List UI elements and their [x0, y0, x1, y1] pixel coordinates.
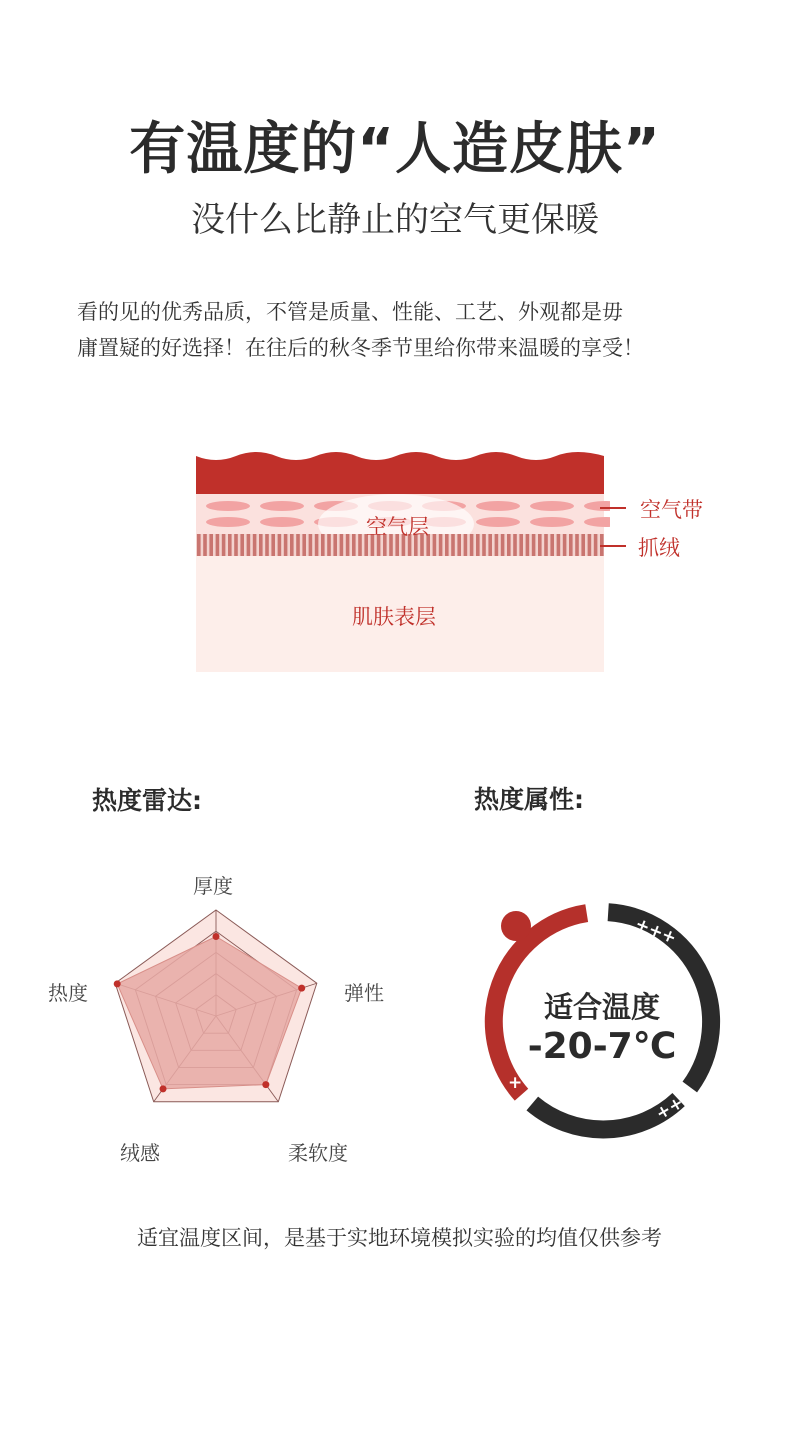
fleece-stripe: [569, 534, 573, 556]
fleece-stripe: [240, 534, 244, 556]
fleece-stripe: [544, 534, 548, 556]
air-band-ellipse: [260, 501, 304, 511]
skin-layer-label: 肌肤表层: [352, 605, 436, 629]
fleece-stripe: [594, 534, 598, 556]
fleece-stripe: [445, 534, 449, 556]
air-band-ellipse: [476, 501, 520, 511]
description-line-1: 看的见的优秀品质，不管是质量、性能、工艺、外观都是毋: [77, 300, 623, 324]
fleece-stripe: [352, 534, 356, 556]
radar-point-0: [213, 933, 220, 940]
fleece-stripe: [253, 534, 257, 556]
fleece-stripe: [433, 534, 437, 556]
radar-axis-elasticity: 弹性: [344, 981, 384, 1005]
fleece-stripe: [482, 534, 486, 556]
radar-axis-warmth: 热度: [48, 981, 88, 1005]
radar-point-3: [160, 1085, 167, 1092]
fleece-stripe: [209, 534, 213, 556]
gauge-plus-marks-bottom: ++: [652, 1092, 688, 1125]
radar-axis-softness: 柔软度: [288, 1141, 348, 1165]
fleece-stripe: [457, 534, 461, 556]
radar-point-1: [298, 985, 305, 992]
fleece-label: 抓绒: [638, 536, 680, 560]
fabric-layer-diagram: [190, 448, 610, 676]
radar-point-2: [262, 1081, 269, 1088]
page-title: 有温度的“人造皮肤”: [129, 117, 661, 182]
radar-heading: 热度雷达:: [92, 786, 202, 815]
footnote: 适宜温度区间，是基于实地环境模拟实验的均值仅供参考: [137, 1226, 662, 1250]
fleece-stripe: [271, 534, 275, 556]
fleece-stripe: [513, 534, 517, 556]
fleece-stripe: [296, 534, 300, 556]
fleece-stripe: [470, 534, 474, 556]
description-line-2: 庸置疑的好选择！在往后的秋冬季节里给你带来温暖的享受！: [77, 336, 644, 360]
fleece-stripe: [501, 534, 505, 556]
fleece-stripe: [247, 534, 251, 556]
heat-radar-chart: [80, 880, 380, 1150]
air-band-ellipse: [260, 517, 304, 527]
radar-axis-thickness: 厚度: [193, 874, 233, 898]
air-band-ellipse: [206, 517, 250, 527]
fleece-stripe: [575, 534, 579, 556]
air-band-ellipse: [206, 501, 250, 511]
fleece-stripe: [538, 534, 542, 556]
radar-axis-plushness: 绒感: [120, 1141, 160, 1165]
fleece-stripe: [340, 534, 344, 556]
fleece-stripe: [550, 534, 554, 556]
fleece-stripe: [507, 534, 511, 556]
air-layer-label: 空气层: [366, 515, 429, 539]
fleece-stripe: [321, 534, 325, 556]
fleece-stripe: [519, 534, 523, 556]
fleece-stripe: [290, 534, 294, 556]
fleece-stripe: [228, 534, 232, 556]
radar-point-4: [114, 980, 121, 987]
fleece-stripe: [333, 534, 337, 556]
attribute-heading: 热度属性:: [474, 785, 584, 814]
fleece-stripe: [197, 534, 201, 556]
fleece-stripe: [488, 534, 492, 556]
fleece-stripe: [284, 534, 288, 556]
fleece-stripe: [476, 534, 480, 556]
fleece-stripe: [222, 534, 226, 556]
gauge-label: 适合温度: [543, 990, 660, 1024]
fleece-stripe: [439, 534, 443, 556]
fleece-stripe: [495, 534, 499, 556]
fleece-stripe: [234, 534, 238, 556]
outer-fabric-layer: [196, 452, 604, 494]
fleece-stripe: [588, 534, 592, 556]
fleece-stripe: [216, 534, 220, 556]
fleece-stripe: [278, 534, 282, 556]
gauge-temperature-range: -20-7℃: [527, 1026, 677, 1067]
fleece-stripe: [259, 534, 263, 556]
fleece-stripe: [526, 534, 530, 556]
fleece-pointer: [600, 545, 626, 547]
fleece-stripe: [346, 534, 350, 556]
fleece-stripe: [358, 534, 362, 556]
fleece-stripe: [557, 534, 561, 556]
fleece-stripe: [581, 534, 585, 556]
fleece-stripe: [203, 534, 207, 556]
fleece-stripe: [532, 534, 536, 556]
air-band-pointer: [600, 507, 626, 509]
air-band-ellipse: [530, 517, 574, 527]
fleece-stripe: [265, 534, 269, 556]
fleece-stripe: [315, 534, 319, 556]
air-band-label: 空气带: [640, 498, 703, 522]
fleece-stripe: [302, 534, 306, 556]
gauge-plus-marks-left: +: [508, 1073, 523, 1093]
page-subtitle: 没什么比静止的空气更保暖: [191, 200, 599, 240]
fleece-stripe: [563, 534, 567, 556]
fleece-stripe: [327, 534, 331, 556]
fleece-stripe: [451, 534, 455, 556]
fleece-stripe: [309, 534, 313, 556]
air-band-ellipse: [476, 517, 520, 527]
gauge-indicator-dot: [501, 911, 531, 941]
gauge-plus-marks-top: +++: [632, 914, 680, 949]
fleece-stripe: [464, 534, 468, 556]
air-band-ellipse: [530, 501, 574, 511]
